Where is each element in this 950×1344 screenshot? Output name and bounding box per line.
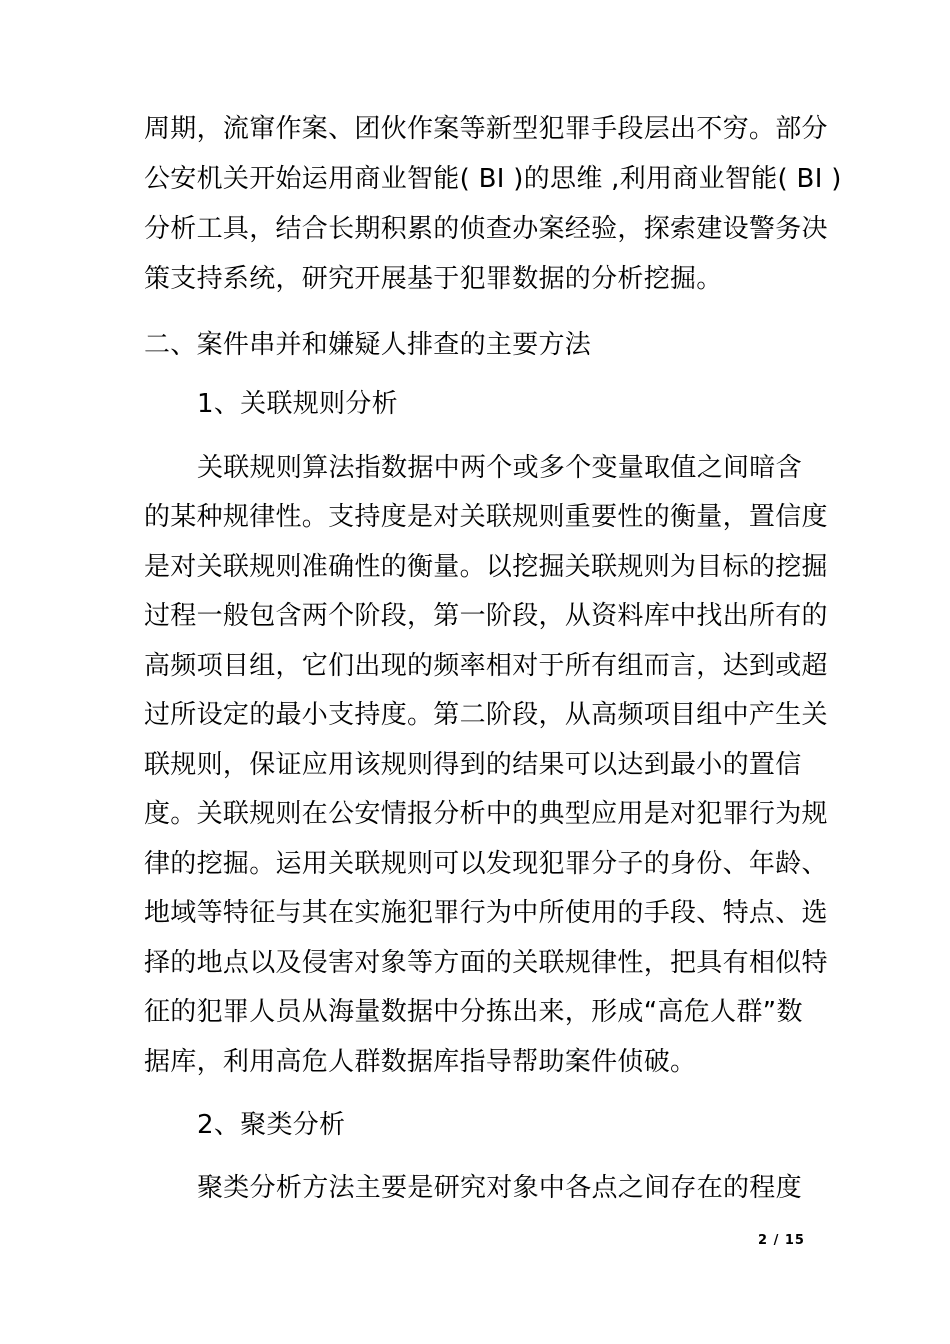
page-number: 2 / 15	[758, 1233, 805, 1248]
section-heading: 二、案件串并和嫌疑人排查的主要方法	[144, 330, 592, 360]
association-paragraph-line: 是对关联规则准确性的衡量。以挖掘关联规则为目标的挖掘	[144, 552, 828, 582]
association-paragraph-line: 的某种规律性。支持度是对关联规则重要性的衡量，置信度	[144, 502, 828, 532]
cluster-paragraph-line: 聚类分析方法主要是研究对象中各点之间存在的程度	[197, 1173, 802, 1203]
association-paragraph-line: 高频项目组，它们出现的频率相对于所有组而言，达到或超	[144, 651, 828, 681]
association-paragraph-line: 关联规则算法指数据中两个或多个变量取值之间暗含	[197, 453, 802, 483]
intro-paragraph-line: 分析工具，结合长期积累的侦查办案经验，探索建设警务决	[144, 214, 828, 244]
association-paragraph-line: 地域等特征与其在实施犯罪行为中所使用的手段、特点、选	[144, 898, 828, 928]
association-paragraph-line: 律的挖掘。运用关联规则可以发现犯罪分子的身份、年龄、	[144, 849, 828, 879]
intro-paragraph-line: 策支持系统，研究开展基于犯罪数据的分析挖掘。	[144, 264, 723, 294]
association-paragraph-line: 据库，利用高危人群数据库指导帮助案件侦破。	[144, 1047, 697, 1077]
association-paragraph-line: 度。关联规则在公安情报分析中的典型应用是对犯罪行为规	[144, 799, 828, 829]
intro-paragraph-line: 公安机关开始运用商业智能( BI )的思维 ,利用商业智能( BI )	[144, 164, 842, 194]
association-paragraph-line: 过所设定的最小支持度。第二阶段，从高频项目组中产生关	[144, 700, 828, 730]
association-paragraph-line: 征的犯罪人员从海量数据中分拣出来，形成“高危人群”数	[144, 997, 803, 1027]
association-paragraph-line: 过程一般包含两个阶段，第一阶段，从资料库中找出所有的	[144, 601, 828, 631]
association-paragraph-line: 择的地点以及侵害对象等方面的关联规律性，把具有相似特	[144, 948, 828, 978]
intro-paragraph-line: 周期，流窜作案、团伙作案等新型犯罪手段层出不穷。部分	[144, 114, 828, 144]
subsection-heading-association-rules: 1、关联规则分析	[197, 389, 398, 419]
association-paragraph-line: 联规则，保证应用该规则得到的结果可以达到最小的置信	[144, 750, 802, 780]
subsection-heading-cluster-analysis: 2、聚类分析	[197, 1110, 346, 1140]
